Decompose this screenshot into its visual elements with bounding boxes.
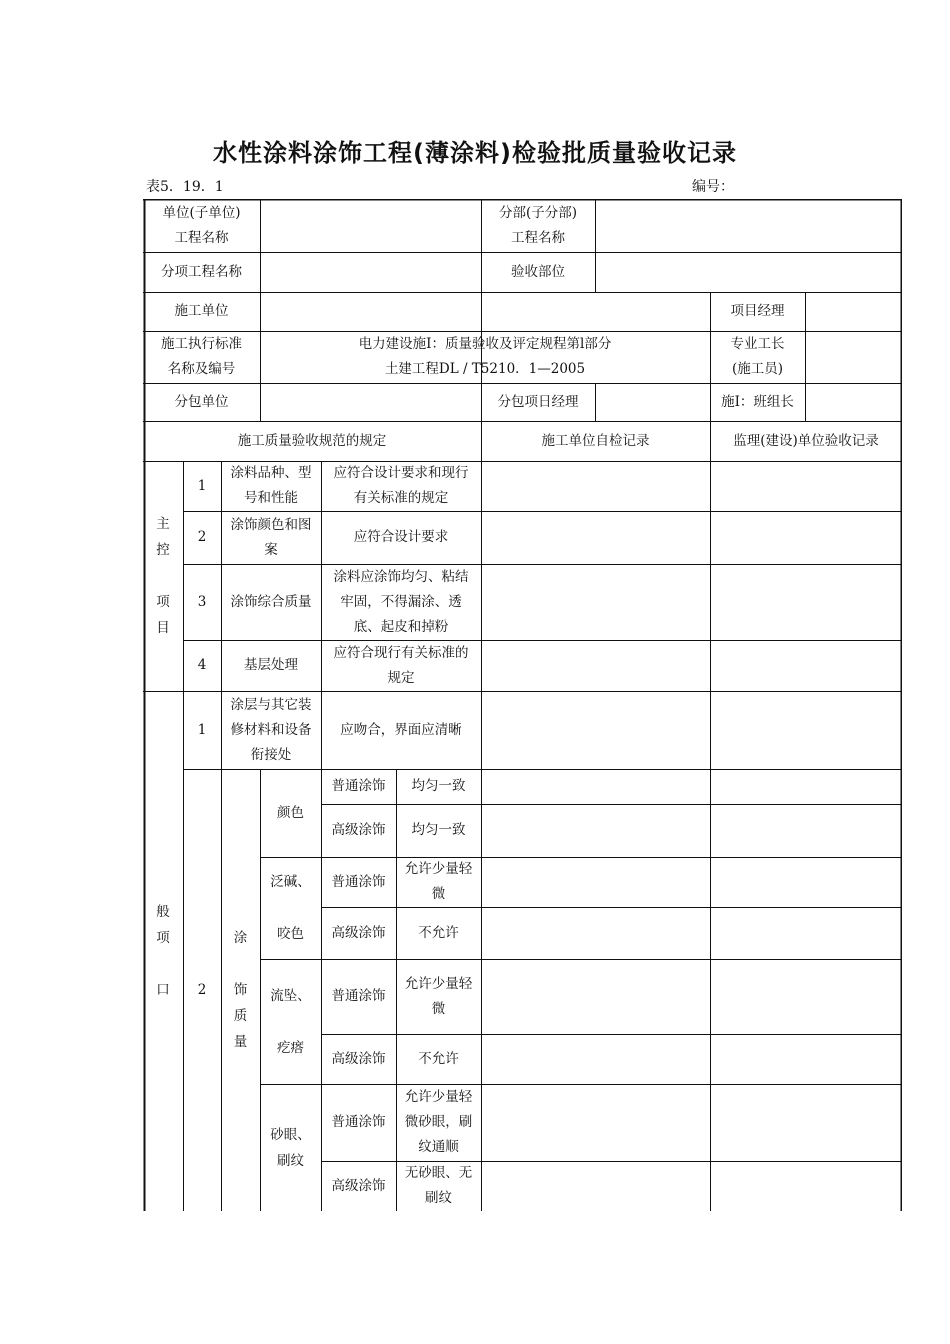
standard-name-value: 电力建设施I：质量验收及评定规程第l部分 土建工程DL / T5210．1—2005	[358, 336, 612, 377]
main-item-number: 3	[197, 593, 207, 610]
coating-grade-requirement: 不允许	[418, 924, 459, 941]
sub-project-name-label: 分部(子分部) 工程名称	[498, 204, 578, 246]
subcontract-manager-label: 分包项日经理	[497, 393, 579, 410]
general-item-number: 1	[197, 721, 207, 738]
coating-grade: 高级涂饰	[331, 924, 386, 941]
coating-subitem-name: 流坠、 疙瘩	[270, 987, 311, 1056]
general-item-requirement: 应吻合，界面应清晰	[340, 721, 462, 738]
main-item-name: 涂料品种、型 号和性能	[230, 465, 312, 506]
coating-grade-requirement: 均匀一致	[411, 822, 466, 838]
main-item-requirement: 应符合现行有关标准的 规定	[333, 644, 469, 686]
coating-grade: 普通涂饰	[331, 778, 386, 794]
coating-grade-requirement: 无砂眼、无 刷纹	[404, 1165, 473, 1206]
foreman-label: 专业工长 (施工员)	[730, 336, 785, 377]
coating-quality-group-label: 涂 饰 质 量	[233, 930, 248, 1050]
serial-number-label: 编号：	[692, 179, 734, 195]
main-item-name: 基层处理	[244, 657, 298, 673]
main-item-requirement: 应符合设计要求	[353, 529, 449, 545]
document-title: 水性涂料涂饰工程(薄涂料)检验批质量验收记录	[213, 139, 737, 167]
coating-grade-requirement: 允许少量轻 微	[404, 975, 473, 1017]
coating-subitem-name: 颜色	[277, 805, 304, 821]
supervision-column-header: 监理(建设)单位验收记录	[733, 432, 879, 449]
main-control-label: 主 控 项 目	[156, 516, 170, 636]
coating-grade: 高级涂饰	[331, 1177, 386, 1194]
project-manager-label: 项目经理	[730, 303, 785, 319]
main-item-requirement: 涂料应涂饰均匀、粘结 牢固，不得漏涂、透 底、起皮和掉粉	[333, 568, 469, 635]
coating-grade: 普通涂饰	[331, 1114, 386, 1130]
main-item-number: 1	[197, 477, 207, 494]
self-check-column-header: 施工单位自检记录	[541, 432, 650, 449]
coating-grade: 高级涂饰	[331, 822, 386, 838]
coating-grade: 高级涂饰	[331, 1050, 386, 1067]
coating-grade-requirement: 允许少量轻 微砂眼，刷 纹通顺	[404, 1089, 473, 1155]
subcontract-unit-label: 分包单位	[174, 393, 229, 410]
coating-grade: 普通涂饰	[331, 873, 386, 890]
main-item-name: 涂饰颜色和图 案	[230, 516, 312, 558]
coating-grade-requirement: 均匀一致	[411, 778, 466, 794]
team-leader-label: 施I：班组长	[721, 393, 794, 410]
inspection-record-table	[143, 199, 902, 1211]
general-item-number: 2	[197, 981, 207, 998]
coating-subitem-name: 泛碱、 咬色	[270, 874, 311, 942]
main-item-name: 涂饰综合质量	[230, 593, 312, 610]
coating-grade-requirement: 不允许	[418, 1050, 459, 1067]
coating-grade: 普通涂饰	[331, 988, 386, 1004]
construction-unit-label: 施工单位	[174, 303, 229, 319]
coating-subitem-name: 砂眼、 刷纹	[270, 1126, 311, 1169]
unit-project-name-label: 单位(子单位) 工程名称	[162, 204, 241, 246]
main-item-requirement: 应符合设计要求和现行 有关标准的规定	[333, 465, 469, 506]
main-item-number: 2	[197, 529, 207, 545]
coating-grade-requirement: 允许少量轻 微	[404, 861, 473, 902]
standard-name-label: 施工执行标准 名称及编号	[161, 336, 242, 377]
main-item-number: 4	[197, 657, 207, 673]
spec-column-header: 施工质量验收规范的规定	[237, 432, 387, 449]
inspection-part-label: 验收部位	[511, 263, 565, 280]
item-project-name-label: 分项工程名称	[161, 263, 242, 280]
general-item-name: 涂层与其它装 修材料和设备 衔接处	[230, 696, 312, 763]
table-number: 表5．19．1	[146, 179, 224, 195]
general-items-label: 般 项 口	[156, 904, 170, 998]
